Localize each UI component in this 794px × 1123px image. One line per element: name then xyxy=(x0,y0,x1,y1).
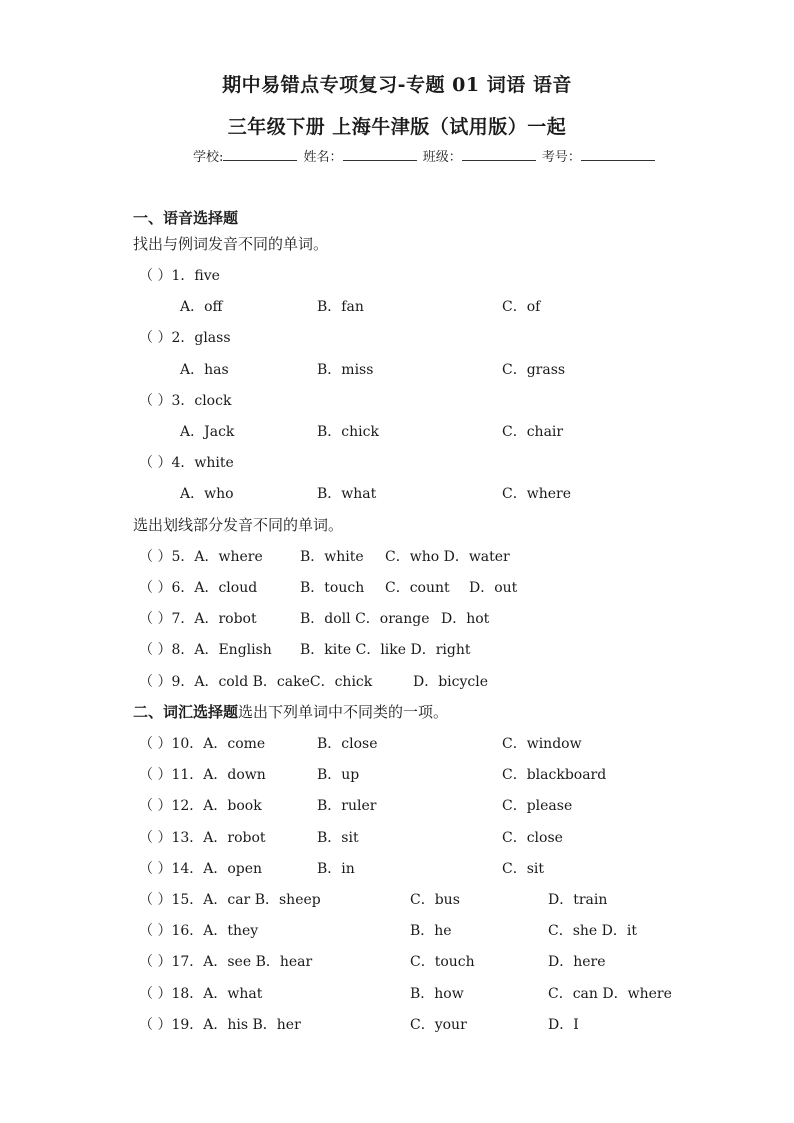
option-c[interactable]: C．count xyxy=(385,580,450,596)
option-a[interactable]: A．Jack xyxy=(180,424,235,440)
option-c[interactable]: C．grass xyxy=(502,362,566,378)
section2-heading xyxy=(133,701,448,722)
option-c[interactable]: C．touch xyxy=(410,954,475,970)
option-d[interactable]: D．I xyxy=(548,1017,579,1033)
option-b[interactable]: B．miss xyxy=(317,362,374,378)
page-title: 期中易错点专项复习-专题 01 词语 语音 xyxy=(222,74,572,96)
option-b[interactable]: B．doll C．orange xyxy=(300,611,430,627)
section2-heading-instruction: 选出下列单词中不同类的一项。 xyxy=(238,703,449,721)
question-stem[interactable]: （ ）1．five xyxy=(139,268,220,284)
option-c[interactable]: C．window xyxy=(502,736,582,752)
option-c[interactable]: C．bus xyxy=(410,892,460,908)
option-c[interactable]: C．she D．it xyxy=(548,923,637,939)
option-a[interactable]: A．who xyxy=(180,486,234,502)
option-b[interactable]: B．close xyxy=(317,736,378,752)
question-7 xyxy=(0,608,794,628)
question-stem[interactable]: （ ）5．A．where xyxy=(139,549,263,565)
name-label: 姓名： xyxy=(303,150,343,165)
question-stem[interactable]: （ ）8．A．English xyxy=(139,642,272,658)
option-c[interactable]: C．chair xyxy=(502,424,564,440)
question-8 xyxy=(0,639,794,659)
option-c[interactable]: C．where xyxy=(502,486,571,502)
option-a[interactable]: A．off xyxy=(180,299,223,315)
exam-number-label: 考号： xyxy=(541,150,581,165)
question-stem[interactable]: （ ）9．A．cold B．cakeC．chick xyxy=(139,674,373,690)
option-b[interactable]: B．chick xyxy=(317,424,379,440)
question-9 xyxy=(0,671,794,691)
question-14 xyxy=(0,858,794,878)
section2-heading-title: 二、词汇选择题 xyxy=(133,703,239,721)
question-12 xyxy=(0,795,794,815)
option-b[interactable]: B．he xyxy=(410,923,452,939)
question-stem[interactable]: （ ）3．clock xyxy=(139,393,232,409)
option-c[interactable]: C．your xyxy=(410,1017,467,1033)
option-b[interactable]: B．what xyxy=(317,486,377,502)
option-d[interactable]: D．hot xyxy=(441,611,490,627)
question-stem[interactable]: （ ）15．A．car B．sheep xyxy=(139,892,321,908)
option-a[interactable]: A．has xyxy=(180,362,229,378)
question-stem[interactable]: （ ）6．A．cloud xyxy=(139,580,258,596)
exam-number-blank[interactable] xyxy=(581,148,655,161)
question-stem[interactable]: （ ）13．A．robot xyxy=(139,830,266,846)
question-1-options xyxy=(0,296,794,316)
option-b[interactable]: B．sit xyxy=(317,830,359,846)
question-stem[interactable]: （ ）10．A．come xyxy=(139,736,266,752)
option-c[interactable]: C．blackboard xyxy=(502,767,607,783)
name-blank[interactable] xyxy=(343,148,417,161)
option-c[interactable]: C．close xyxy=(502,830,563,846)
school-label: 学校: xyxy=(193,150,224,165)
option-d[interactable]: D．out xyxy=(469,580,518,596)
question-17 xyxy=(0,951,794,971)
question-13 xyxy=(0,827,794,847)
option-c[interactable]: C．sit xyxy=(502,861,544,877)
option-c[interactable]: C．who D．water xyxy=(385,549,510,565)
question-stem[interactable]: （ ）17．A．see B．hear xyxy=(139,954,313,970)
question-11 xyxy=(0,764,794,784)
question-stem[interactable]: （ ）12．A．book xyxy=(139,798,262,814)
student-info-line xyxy=(193,146,657,165)
option-b[interactable]: B．touch xyxy=(300,580,365,596)
section1-instruction-2: 选出划线部分发音不同的单词。 xyxy=(133,516,344,534)
question-stem[interactable]: （ ）11．A．down xyxy=(139,767,266,783)
question-5 xyxy=(0,546,794,566)
question-3-stem xyxy=(0,390,794,410)
question-stem[interactable]: （ ）16．A．they xyxy=(139,923,259,939)
option-b[interactable]: B．ruler xyxy=(317,798,377,814)
question-4-stem xyxy=(0,452,794,472)
question-4-options xyxy=(0,483,794,503)
question-15 xyxy=(0,889,794,909)
question-stem[interactable]: （ ）18．A．what xyxy=(139,986,263,1002)
option-b[interactable]: B．up xyxy=(317,767,360,783)
question-2-options xyxy=(0,359,794,379)
option-c[interactable]: C．of xyxy=(502,299,541,315)
section1-heading: 一、语音选择题 xyxy=(133,209,239,227)
question-6 xyxy=(0,577,794,597)
question-stem[interactable]: （ ）2．glass xyxy=(139,330,231,346)
option-d[interactable]: D．train xyxy=(548,892,608,908)
option-d[interactable]: D．here xyxy=(548,954,606,970)
question-stem[interactable]: （ ）4．white xyxy=(139,455,234,471)
question-16 xyxy=(0,920,794,940)
class-label: 班级： xyxy=(422,150,462,165)
class-blank[interactable] xyxy=(462,148,536,161)
option-c[interactable]: C．can D．where xyxy=(548,986,672,1002)
question-stem[interactable]: （ ）14．A．open xyxy=(139,861,263,877)
option-b[interactable]: B．fan xyxy=(317,299,364,315)
option-b[interactable]: B．in xyxy=(317,861,355,877)
option-c[interactable]: C．please xyxy=(502,798,573,814)
option-d[interactable]: D．bicycle xyxy=(413,674,489,690)
question-18 xyxy=(0,983,794,1003)
option-b[interactable]: B．white xyxy=(300,549,364,565)
question-10 xyxy=(0,733,794,753)
page-subtitle: 三年级下册 上海牛津版（试用版）一起 xyxy=(227,116,567,138)
option-b[interactable]: B．how xyxy=(410,986,464,1002)
question-stem[interactable]: （ ）19．A．his B．her xyxy=(139,1017,301,1033)
option-b[interactable]: B．kite C．like D．right xyxy=(300,642,471,658)
question-3-options xyxy=(0,421,794,441)
question-2-stem xyxy=(0,327,794,347)
section1-instruction: 找出与例词发音不同的单词。 xyxy=(133,235,329,253)
question-19 xyxy=(0,1014,794,1034)
question-stem[interactable]: （ ）7．A．robot xyxy=(139,611,257,627)
school-blank[interactable] xyxy=(223,148,297,161)
question-1-stem xyxy=(0,265,794,285)
